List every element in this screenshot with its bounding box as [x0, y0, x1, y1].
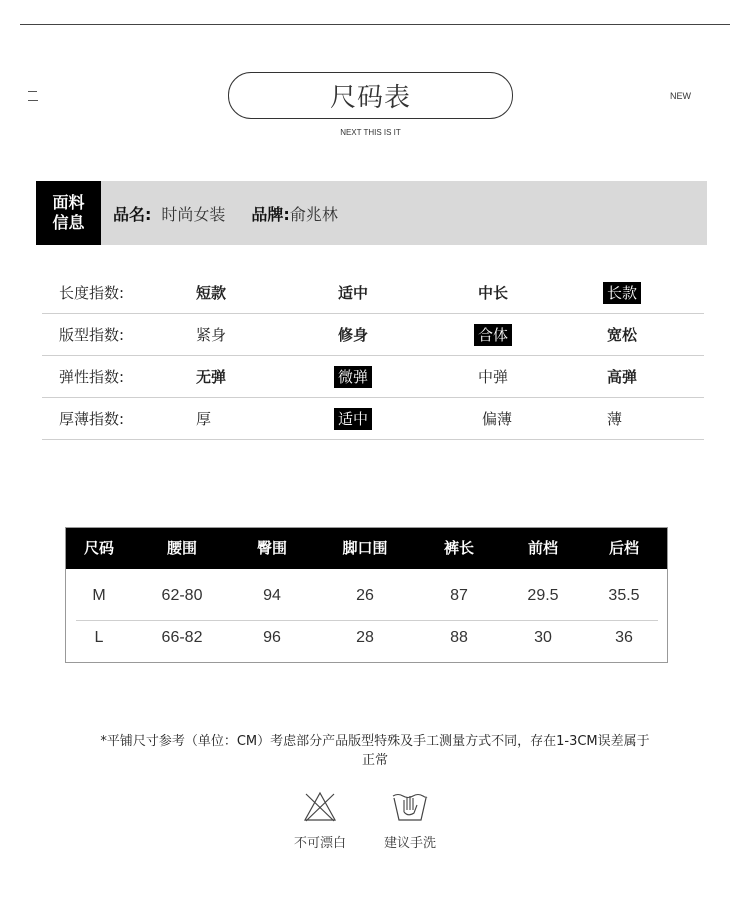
page-subtitle: NEXT THIS IS IT	[340, 128, 401, 137]
table-cell: 30	[534, 629, 552, 646]
index-row	[42, 272, 704, 314]
column-header: 尺码	[83, 539, 115, 557]
index-option	[474, 356, 512, 398]
column-header: 后档	[608, 539, 640, 557]
index-option-text: 长款	[603, 282, 641, 304]
index-option-selected	[603, 272, 641, 314]
table-cell: L	[94, 629, 104, 646]
index-option-text: 中弹	[478, 368, 509, 386]
index-option-text: 适中	[338, 284, 369, 302]
care-no-bleach	[280, 790, 360, 851]
size-table-header	[66, 528, 667, 569]
table-cell: 94	[263, 587, 281, 604]
hand-wash-icon	[390, 790, 430, 824]
table-cell: 35.5	[608, 587, 640, 604]
index-option-text: 合体	[474, 324, 512, 346]
index-option	[478, 398, 516, 440]
measurement-note	[60, 732, 690, 770]
column-header: 腰围	[166, 539, 198, 557]
product-name-value: 时尚女装	[161, 204, 226, 224]
index-option-text: 薄	[607, 410, 623, 428]
index-option-text: 微弹	[334, 366, 372, 388]
care-label: 建议手洗	[383, 836, 436, 851]
index-label: 长度指数:	[59, 284, 125, 302]
index-option-selected	[334, 356, 372, 398]
fit-index-table	[42, 272, 704, 440]
table-cell: 29.5	[527, 587, 559, 604]
index-option-text: 适中	[334, 408, 372, 430]
index-option-selected	[474, 314, 512, 356]
product-name-key: 品名:	[113, 204, 152, 224]
column-header: 脚口围	[342, 539, 388, 557]
fabric-info-label	[36, 181, 101, 245]
index-row	[42, 398, 704, 440]
index-option	[603, 398, 626, 440]
index-label: 弹性指数:	[59, 368, 125, 386]
fabric-info-box	[36, 181, 707, 245]
top-divider	[20, 24, 730, 25]
fabric-label-line1: 面料	[52, 193, 85, 212]
fabric-details	[113, 181, 338, 245]
brand-key: 品牌:	[251, 204, 290, 224]
index-option-text: 短款	[196, 284, 227, 302]
care-hand-wash	[370, 790, 450, 851]
index-option	[192, 398, 215, 440]
index-option-text: 宽松	[607, 326, 638, 344]
index-option-text: 紧身	[196, 326, 227, 344]
table-cell: 28	[356, 629, 374, 646]
index-option	[603, 314, 641, 356]
index-option	[603, 356, 641, 398]
index-option	[192, 356, 230, 398]
index-label: 版型指数:	[59, 326, 125, 344]
index-option-text: 偏薄	[482, 410, 513, 428]
column-header: 臀围	[256, 539, 288, 557]
index-option	[192, 272, 230, 314]
table-cell: 88	[450, 629, 468, 646]
note-line2: 正常	[361, 753, 388, 768]
column-header: 裤长	[443, 539, 475, 557]
table-row	[66, 617, 667, 659]
brand-value: 俞兆林	[289, 204, 338, 224]
index-row	[42, 356, 704, 398]
table-cell: 66-82	[161, 629, 203, 646]
table-cell: 62-80	[161, 587, 203, 604]
index-option-text: 无弹	[196, 368, 227, 386]
fabric-label-line2: 信息	[52, 213, 85, 232]
index-option	[474, 272, 512, 314]
index-option	[334, 272, 372, 314]
table-cell: 96	[263, 629, 281, 646]
table-cell: M	[92, 587, 106, 604]
index-option-text: 中长	[478, 284, 509, 302]
no-bleach-icon	[302, 790, 338, 824]
table-cell: 36	[615, 629, 633, 646]
index-option	[192, 314, 230, 356]
care-label: 不可漂白	[293, 836, 346, 851]
size-chart-table	[65, 527, 668, 663]
new-tag: NEW	[670, 91, 691, 101]
menu-lines-icon	[28, 91, 38, 103]
table-row	[66, 575, 667, 617]
index-option-selected	[334, 398, 372, 440]
table-cell: 26	[356, 587, 374, 604]
column-header: 前档	[527, 539, 559, 557]
index-option	[334, 314, 372, 356]
index-option-text: 高弹	[607, 368, 638, 386]
table-cell: 87	[450, 587, 468, 604]
index-option-text: 修身	[338, 326, 369, 344]
index-row	[42, 314, 704, 356]
index-option-text: 厚	[196, 410, 212, 428]
note-line1: *平铺尺寸参考（单位：CM）考虑部分产品版型特殊及手工测量方式不同，存在1-3CM误差属于	[100, 734, 650, 749]
index-label: 厚薄指数:	[59, 410, 125, 428]
page-title: 尺码表	[228, 72, 513, 119]
